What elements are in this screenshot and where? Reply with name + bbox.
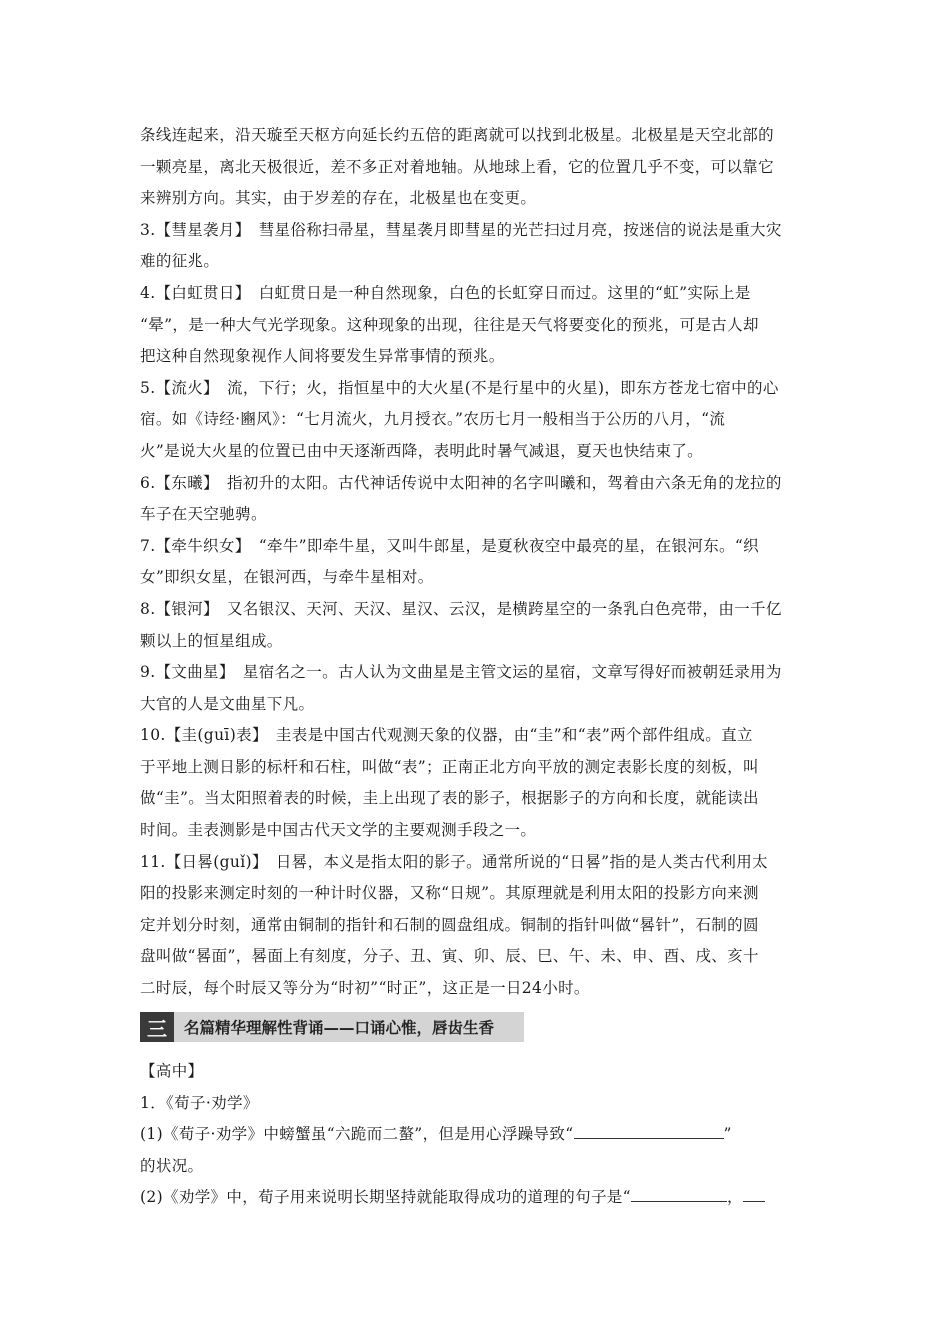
text-line: 做“圭”。当太阳照着表的时候，圭上出现了表的影子，根据影子的方向和长度，就能读出 (140, 789, 759, 808)
question-1-text: (1)《荀子·劝学》中螃蟹虽“六跪而二螯”，但是用心浮躁导致“ (140, 1125, 574, 1144)
glossary-entry-10: 10.【圭(guī)表】 圭表是中国古代观测天象的仪器，由“圭”和“表”两个部件组成。直立 (140, 726, 753, 745)
text-line: 盘叫做“晷面”，晷面上有刻度，分子、丑、寅、卯、辰、巳、午、未、申、酉、戌、亥十 (140, 947, 759, 966)
item-title: 1．《荀子·劝学》 (140, 1093, 259, 1112)
text-line: 难的征兆。 (140, 252, 220, 271)
glossary-entry-6: 6.【东曦】 指初升的太阳。古代神话传说中太阳神的名字叫曦和，驾着由六条无角的龙拉的 (140, 473, 782, 492)
glossary-entry-5: 5.【流火】 流，下行；火，指恒星中的大火星(不是行星中的火星)，即东方苍龙七宿中的心 (140, 378, 779, 397)
text-line: 宿。如《诗经·豳风》：“七月流火，九月授衣。”农历七月一般相当于公历的八月，“流 (140, 410, 726, 429)
recitation-section (140, 1056, 812, 1214)
text-line: 定并划分时刻，通常由铜制的指针和石制的圆盘组成。铜制的指针叫做“晷针”，石制的圆 (140, 915, 759, 934)
glossary-entry-3: 3.【彗星袭月】 彗星俗称扫帚星，彗星袭月即彗星的光芒扫过月亮，按迷信的说法是重大灾 (140, 220, 782, 239)
text-line: 阳的投影来测定时刻的一种计时仪器，又称“日规”。其原理就是利用太阳的投影方向来测 (140, 884, 759, 903)
text-line: 二时辰，每个时辰又等分为“时初”“时正”，这正是一日24小时。 (140, 979, 590, 998)
text-line: 于平地上测日影的标杆和石柱，叫做“表”；正南正北方向平放的测定表影长度的刻板，叫 (140, 757, 759, 776)
text-line: 女”即织女星，在银河西，与牵牛星相对。 (140, 568, 434, 587)
question-1-continuation: 的状况。 (140, 1156, 204, 1175)
text-line: 颗以上的恒星组成。 (140, 631, 283, 650)
question-1-close: ” (723, 1125, 732, 1144)
section-number-badge: 三 (140, 1012, 174, 1042)
level-label: 【高中】 (140, 1062, 204, 1080)
section-header (140, 1012, 524, 1042)
text-line: 来辨别方向。其实，由于岁差的存在，北极星也在变更。 (140, 189, 537, 208)
glossary-entry-4: 4.【白虹贯日】 白虹贯日是一种自然现象，白色的长虹穿日而过。这里的“虹”实际上是 (140, 283, 751, 302)
question-2-comma: ， (726, 1188, 743, 1207)
glossary-entry-9: 9.【文曲星】 星宿名之一。古人认为文曲星是主管文运的星宿，文章写得好而被朝廷录用为 (140, 663, 782, 682)
answer-blank[interactable] (743, 1185, 765, 1202)
text-line: “晕”，是一种大气光学现象。这种现象的出现，往往是天气将要变化的预兆，可是古人却 (140, 315, 759, 334)
text-line: 一颗亮星，离北天极很近，差不多正对着地轴。从地球上看，它的位置几乎不变，可以靠它 (140, 157, 775, 176)
question-2-text: (2)《劝学》中，荀子用来说明长期坚持就能取得成功的道理的句子是“ (140, 1188, 631, 1207)
text-line: 条线连起来，沿天璇至天枢方向延长约五倍的距离就可以找到北极星。北极星是天空北部的 (140, 126, 775, 144)
text-line: 把这种自然现象视作人间将要发生异常事情的预兆。 (140, 347, 505, 366)
glossary-entry-8: 8.【银河】 又名银汉、天河、天汉、星汉、云汉，是横跨星空的一条乳白色亮带，由一千亿 (140, 599, 782, 618)
glossary-entry-11: 11.【日晷(guǐ)】 日晷，本义是指太阳的影子。通常所说的“日晷”指的是人类古代利用太 (140, 852, 768, 871)
question-2 (140, 1182, 812, 1214)
text-line: 车子在天空驰骋。 (140, 505, 267, 524)
glossary-body (140, 120, 812, 1005)
text-line: 火”是说大火星的位置已由中天逐渐西降，表明此时暑气减退，夏天也快结束了。 (140, 441, 704, 460)
question-1 (140, 1119, 812, 1151)
text-line: 时间。圭表测影是中国古代天文学的主要观测手段之一。 (140, 821, 537, 840)
answer-blank[interactable] (631, 1185, 727, 1202)
glossary-entry-7: 7.【牵牛织女】 “牵牛”即牵牛星，又叫牛郎星，是夏秋夜空中最亮的星，在银河东。“织 (140, 536, 760, 555)
section-title: 名篇精华理解性背诵——口诵心惟，唇齿生香 (184, 1019, 495, 1037)
text-line: 大官的人是文曲星下凡。 (140, 694, 315, 713)
answer-blank[interactable] (574, 1122, 724, 1139)
